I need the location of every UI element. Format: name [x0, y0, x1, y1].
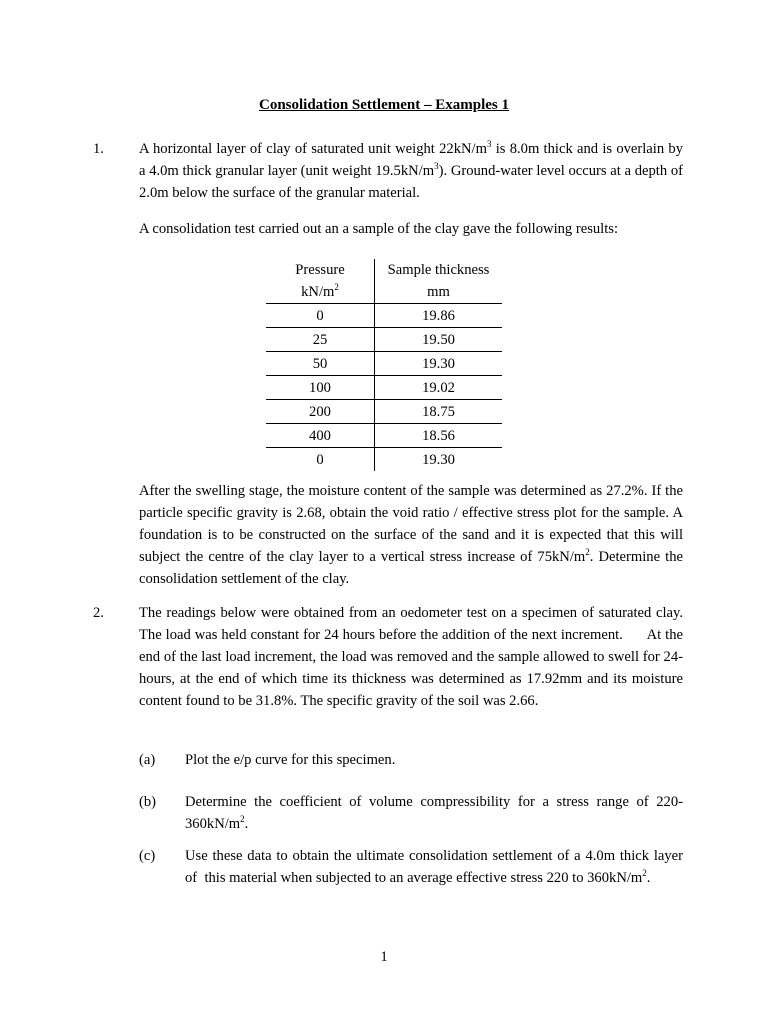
- cell-pressure: 25: [266, 328, 375, 352]
- header-pressure: Pressure: [266, 259, 375, 281]
- units-pressure-text: kN/m: [301, 284, 335, 300]
- cell-thickness: 19.30: [422, 451, 455, 468]
- table-row: [266, 376, 502, 400]
- part-label: (a): [139, 752, 156, 768]
- page-title: Consolidation Settlement – Examples 1: [258, 97, 509, 113]
- q1-p1-text-a: A horizontal layer of clay of saturated unit weight 22kN/m: [139, 141, 487, 157]
- q1-p1-text-c: ). Ground-water level occurs at a depth of 2.0m below the surface of the granular material.: [139, 163, 683, 201]
- header-thickness: Sample thickness: [387, 262, 490, 278]
- units-thickness: mm: [375, 281, 503, 304]
- table-row: [266, 424, 502, 448]
- question-2: [93, 602, 683, 712]
- question-number: 1.: [93, 141, 104, 157]
- table-row: [266, 352, 502, 376]
- superscript: 2: [334, 282, 339, 293]
- q1-p3-text-a: After the swelling stage, the moisture content of the sample was determined as 27.2%. If the particle specific gravity is 2.68, obtain the void ratio / effective stress plot for the sample. A foundation is to be constructed on the surface of the sand and it is expected that this will subject the centre of the clay layer to a vertical stress increase of 75kN/m: [139, 483, 683, 565]
- part-b-text-a: Determine the coefficient of volume compressibility for a stress range of 220-360kN/m: [185, 794, 683, 832]
- table-row: [266, 328, 502, 352]
- question-1: [93, 138, 683, 240]
- consolidation-results-table: [266, 259, 502, 471]
- table-header-row: [266, 259, 502, 281]
- cell-pressure: 0: [266, 448, 375, 472]
- cell-thickness: 19.30: [375, 352, 503, 376]
- q1-p1-text-b: is 8.0m thick and is overlain by a 4.0m thick granular layer (unit weight 19.5kN/m: [139, 141, 683, 179]
- cell-thickness: 18.56: [375, 424, 503, 448]
- question-2-part-a: [93, 749, 683, 771]
- question-2-paragraph-1: The readings below were obtained from an oedometer test on a specimen of saturated clay. The load was held constant for 24 hours before the addition of the next increment. At the end of the last load increment, the load was removed and the sample allowed to swell for 24-hours, at the end of which time its thickness was determined as 17.92mm and its moisture content found to be 31.8%. The specific gravity of the soil was 2.66.: [139, 605, 683, 709]
- cell-pressure: 100: [266, 376, 375, 400]
- part-c-text-a: Use these data to obtain the ultimate consolidation settlement of a 4.0m thick layer of this material when subjected to an average effective stress 220 to 360kN/m: [185, 848, 683, 886]
- cell-pressure: 50: [266, 352, 375, 376]
- cell-thickness: 19.02: [375, 376, 503, 400]
- q1-p3-text-b: . Determine the consolidation settlement of the clay.: [139, 549, 683, 587]
- page-number: 1: [380, 949, 388, 965]
- cell-thickness: 18.75: [375, 400, 503, 424]
- question-1-paragraph-1: [139, 138, 683, 204]
- units-pressure: [266, 281, 375, 304]
- superscript: 2: [240, 814, 245, 825]
- part-text: Plot the e/p curve for this specimen.: [185, 752, 396, 768]
- part-text: [185, 791, 683, 835]
- table-units-row: [266, 281, 502, 304]
- question-2-part-c: [93, 845, 683, 889]
- question-2-part-b: [93, 791, 683, 835]
- part-c-text-b: .: [646, 870, 651, 886]
- part-b-text-b: .: [244, 816, 249, 832]
- question-1-paragraph-2: A consolidation test carried out an a sample of the clay gave the following results:: [139, 221, 619, 237]
- table-row: [266, 304, 502, 328]
- superscript: 3: [486, 139, 492, 150]
- question-1-paragraph-3: [139, 480, 683, 590]
- question-number: 2.: [93, 605, 104, 621]
- question-1-continued: [93, 480, 683, 590]
- cell-pressure: 0: [266, 304, 375, 328]
- cell-thickness: 19.50: [375, 328, 503, 352]
- part-text: [185, 845, 683, 889]
- superscript: 2: [585, 547, 590, 558]
- superscript: 2: [642, 868, 647, 879]
- cell-thickness: 19.86: [375, 304, 503, 328]
- table-row: [266, 448, 502, 472]
- superscript: 3: [434, 161, 439, 172]
- table-row: [266, 400, 502, 424]
- cell-pressure: 400: [266, 424, 375, 448]
- part-label: (b): [139, 794, 157, 810]
- part-label: (c): [139, 848, 156, 864]
- cell-pressure: 200: [266, 400, 375, 424]
